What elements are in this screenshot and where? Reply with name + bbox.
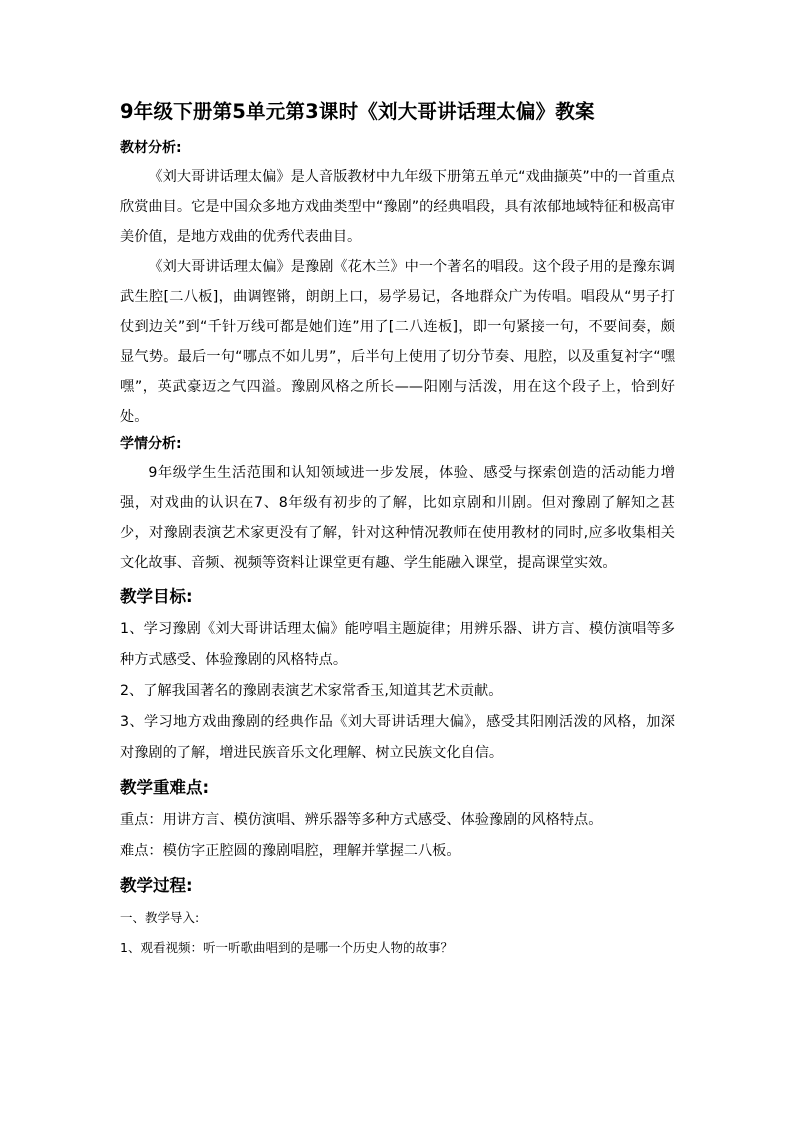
section-heading-material: 教材分析: (120, 140, 182, 156)
section-heading-goals: 教学目标: (120, 587, 193, 606)
keypoint-item-2: 难点：模仿字正腔圆的豫剧唱腔，理解并掌握二八板。 (120, 843, 461, 859)
keypoint-item-1: 重点：用讲方言、模仿演唱、辨乐器等多种方式感受、体验豫剧的风格特点。 (120, 812, 603, 828)
material-paragraph-2: 《刘大哥讲话理太偏》是豫剧《花木兰》中一个著名的唱段。这个段子用的是豫东调武生腔[二八板]，曲调铿锵，朗朗上口，易学易记，各地群众广为传唱。唱段从“男子打仗到边关”到“千针万线可都是她们连”用了[二八连板]，即一句紧接一句，不要间奏，颇显气势。最后一句“哪点不如儿男”，后半句上使用了切分节奏、甩腔，以及重复衬字“嘿嘿”，英武豪迈之气四溢。豫剧风格之所长——阳刚与活泼，用在这个段子上，恰到好处。 (120, 259, 675, 425)
section-heading-student: 学情分析: (120, 436, 182, 452)
goal-item-3: 3、学习地方戏曲豫剧的经典作品《刘大哥讲话理大偏》，感受其阳刚活泼的风格，加深对豫剧的了解，增进民族音乐文化理解、树立民族文化自信。 (120, 714, 675, 761)
goal-item-1: 1、学习豫剧《刘大哥讲话理太偏》能哼唱主题旋律；用辨乐器、讲方言、模仿演唱等多种方式感受、体验豫剧的风格特点。 (120, 621, 675, 668)
section-heading-process: 教学过程: (120, 876, 193, 895)
process-item-2: 1、观看视频：听一听歌曲唱到的是哪一个历史人物的故事？ (120, 940, 453, 955)
process-item-1: 一、教学导入: (120, 910, 200, 925)
goal-item-2: 2、了解我国著名的豫剧表演艺术家常香玉,知道其艺术贡献。 (120, 683, 503, 699)
document-page (120, 98, 675, 963)
section-heading-keypoints: 教学重难点: (120, 778, 210, 797)
student-paragraph-1: 9年级学生生活范围和认知领域进一步发展，体验、感受与探索创造的活动能力增强，对戏曲的认识在7、8年级有初步的了解，比如京剧和川剧。但对豫剧了解知之甚少，对豫剧表演艺术家更没有了解，针对这种情况教师在使用教材的同时,应多收集相关文化故事、音频、视频等资料让课堂更有趣、学生能融入课堂，提高课堂实效。 (120, 465, 675, 571)
material-paragraph-1: 《刘大哥讲话理太偏》是人音版教材中九年级下册第五单元“戏曲撷英”中的一首重点欣赏曲目。它是中国众多地方戏曲类型中“豫剧”的经典唱段，具有浓郁地域特征和极高审美价值，是地方戏曲的优秀代表曲目。 (120, 169, 675, 245)
document-title: 9年级下册第5单元第3课时《刘大哥讲话理太偏》教案 (120, 100, 595, 123)
